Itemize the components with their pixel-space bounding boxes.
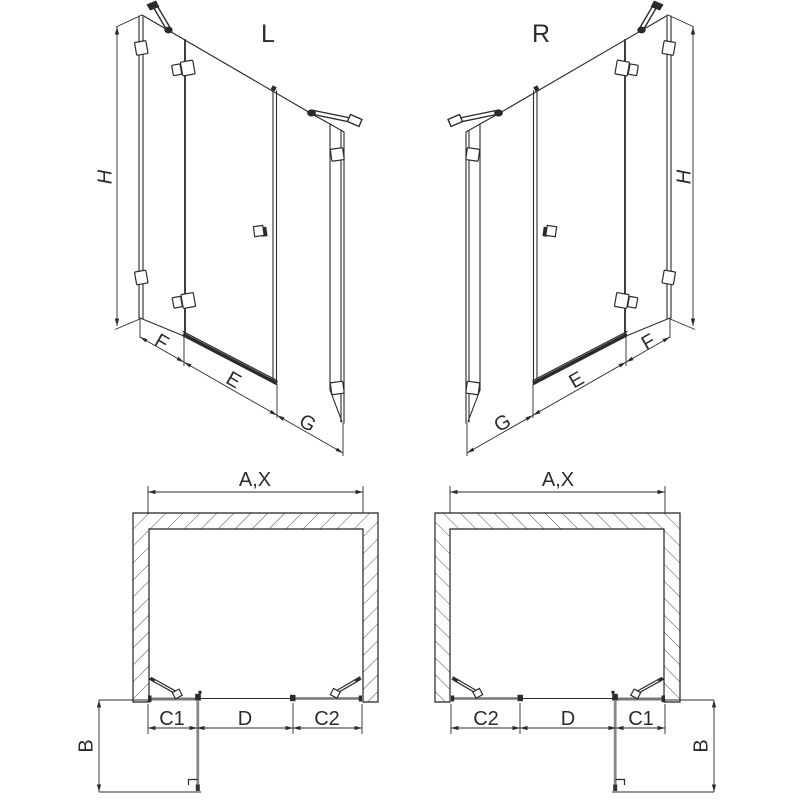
variant-label-left: L <box>261 20 275 48</box>
plan-view-right <box>435 486 716 792</box>
dim-label-c1-left: C1 <box>159 708 185 730</box>
dim-label-g-left: G <box>295 409 320 437</box>
dim-label-c1-right: C1 <box>628 708 654 730</box>
dim-label-width-plan-right: A,X <box>541 469 575 491</box>
plan-view-left <box>97 486 378 792</box>
dim-label-g-right: G <box>490 409 515 437</box>
dim-label-e-right: E <box>565 367 588 394</box>
dim-label-width-plan-left: A,X <box>238 469 272 491</box>
dim-label-height-left: H <box>94 169 117 185</box>
dim-label-c2-left: C2 <box>314 708 340 730</box>
dim-label-d-right: D <box>560 708 576 730</box>
r-variant-3d-view <box>448 1 695 457</box>
l-variant-3d-view <box>115 1 362 457</box>
dim-label-height-right: H <box>673 169 696 185</box>
dim-label-c2-right: C2 <box>473 708 499 730</box>
dim-label-depth-right: B <box>690 739 713 753</box>
dim-label-depth-left: B <box>75 739 98 753</box>
dim-label-f-right: F <box>637 329 660 355</box>
dim-label-d-left: D <box>237 708 253 730</box>
dim-label-e-left: E <box>222 367 245 394</box>
dim-label-f-left: F <box>150 329 173 355</box>
variant-label-right: R <box>531 20 551 48</box>
